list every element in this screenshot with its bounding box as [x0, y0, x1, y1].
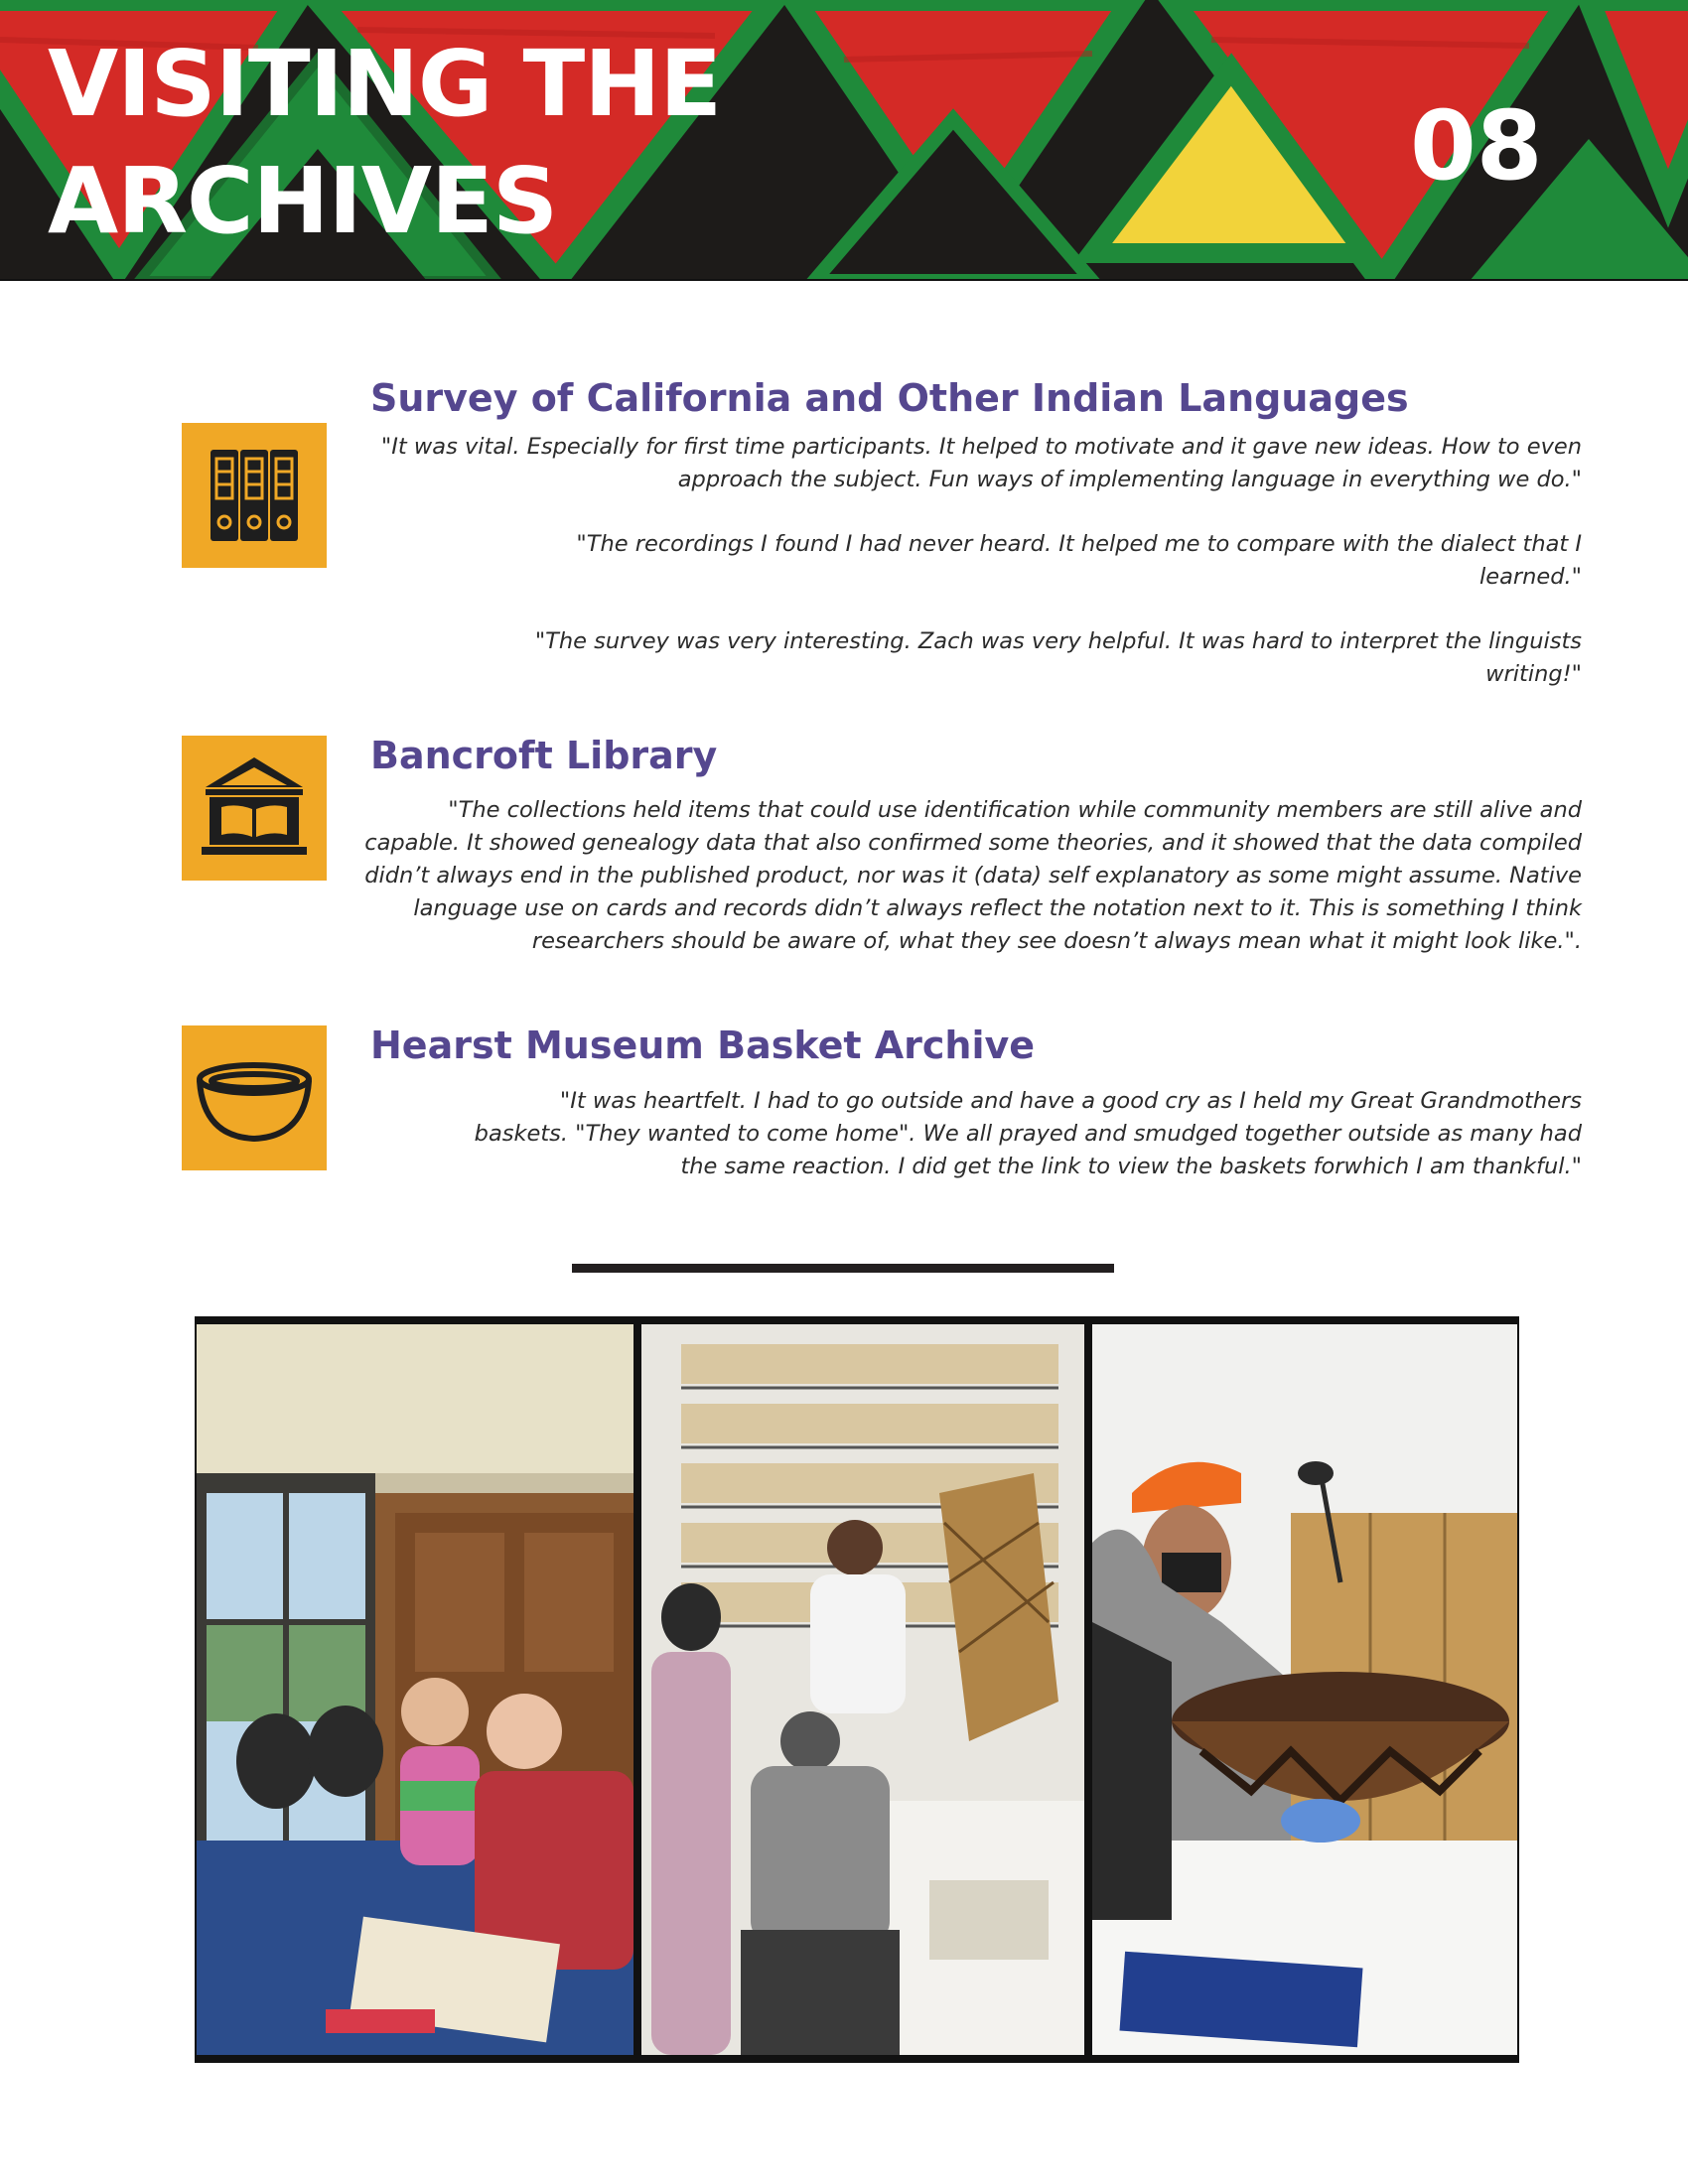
photo-reading-room: [197, 1324, 633, 2055]
binders-icon: [182, 423, 327, 568]
page-title-line-1: VISITING THE: [48, 31, 722, 137]
quote-survey-1: "It was vital. Especially for first time participants. It helped to motivate and it gave new ideas. How to even approach the subject. Fun ways of implementing language in everything we do.": [380, 434, 1582, 492]
quote-bancroft: "The collections held items that could use identification while community members are still alive and capable. It showed genealogy data that also confirmed some theories, and it showed that the data compiled didn’t always end in the published product, nor was it (data) self explanatory as some might assume. Native language use on cards and records didn’t always reflect the notation next to it. This is something I think researchers should be aware of, what they see doesn’t always mean what it might look like.".: [364, 797, 1582, 954]
library-icon: [182, 736, 327, 881]
quote-survey-3: "The survey was very interesting. Zach was very helpful. It was hard to interpret the linguists writing!": [534, 628, 1582, 687]
photo-strip: [195, 1316, 1519, 2063]
page-number: 08: [1410, 90, 1543, 202]
section-divider: [572, 1264, 1114, 1273]
section-title-hearst: Hearst Museum Basket Archive: [370, 1024, 1036, 1067]
quote-hearst: "It was heartfelt. I had to go outside and have a good cry as I held my Great Grandmothers baskets. "They wanted to come home". We all prayed and smudged together outside as many had the same reaction. I did get the link to view the baskets forwhich I am thankful.": [474, 1088, 1582, 1179]
photo-basket-storage: [641, 1324, 1084, 2055]
page-title: [48, 26, 721, 260]
section-title-bancroft: Bancroft Library: [370, 734, 718, 777]
header-banner: [0, 0, 1688, 281]
section-title-survey: Survey of California and Other Indian Languages: [370, 376, 1409, 420]
basket-bowl-icon: [182, 1025, 327, 1170]
photo-basket-bowl: [1092, 1324, 1517, 2055]
page-title-line-2: ARCHIVES: [48, 148, 558, 254]
quote-survey-2: "The recordings I found I had never heard. It helped me to compare with the dialect that I learned.": [576, 531, 1582, 590]
